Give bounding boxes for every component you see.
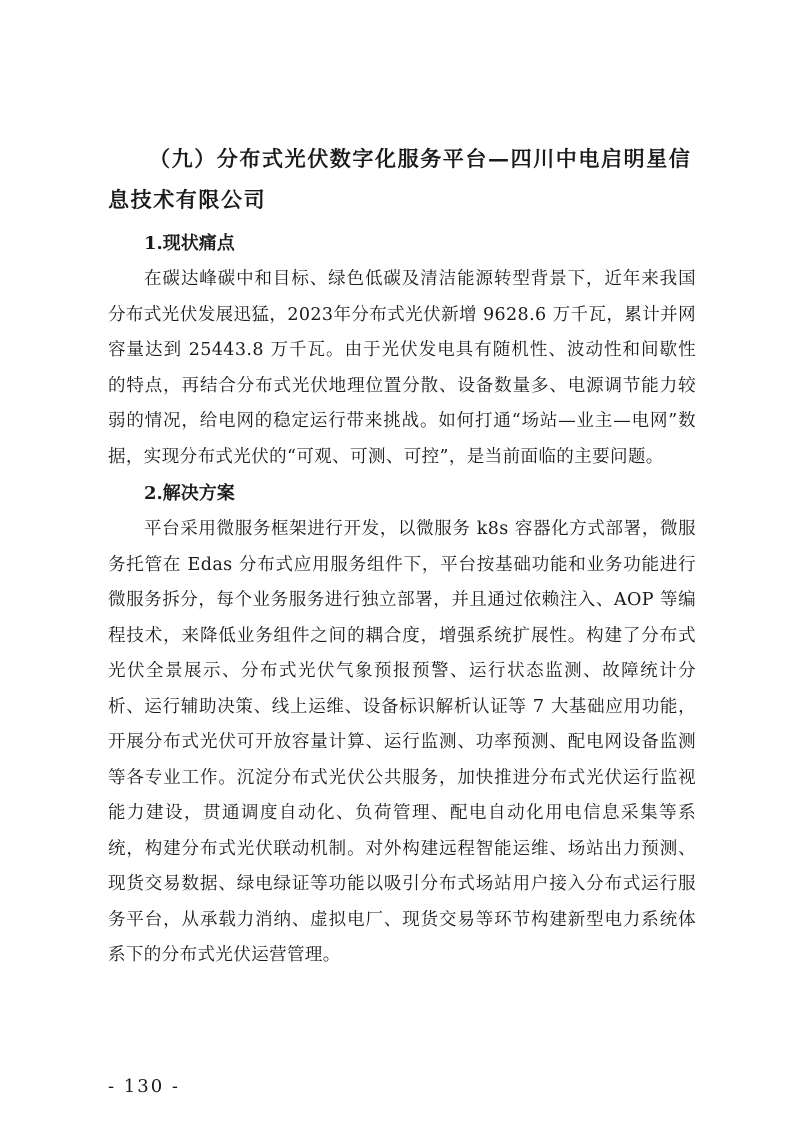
document-title: （九）分布式光伏数字化服务平台—四川中电启明星信息技术有限公司 (108, 146, 692, 212)
section-paragraph-pain-points: 在碳达峰碳中和目标、绿色低碳及清洁能源转型背景下，近年来我国分布式光伏发展迅猛，2023年分布式光伏新增 9628.6 万千瓦，累计并网容量达到 25443.8 万千瓦。由于光伏发电具有随机性、波动性和间歇性的特点，再结合分布式光伏地理位置分散、设备数量多、电源调节能力较弱的情况，给电网的稳定运行带来挑战。如何打通“场站—业主—电网”数据，实现分布式光伏的“可观、可测、可控”，是当前面临的主要问题。 (108, 269, 696, 467)
section-heading-solution: 2.解决方案 (144, 483, 235, 504)
section-paragraph-solution: 平台采用微服务框架进行开发，以微服务 k8s 容器化方式部署，微服务托管在 Edas 分布式应用服务组件下，平台按基础功能和业务功能进行微服务拆分，每个业务服务进行独立部署，并且通过依赖注入、AOP 等编程技术，来降低业务组件之间的耦合度，增强系统扩展性。构建了分布式光伏全景展示、分布式光伏气象预报预警、运行状态监测、故障统计分析、运行辅助决策、线上运维、设备标识解析认证等 7 大基础应用功能，开展分布式光伏可开放容量计算、运行监测、功率预测、配电网设备监测等各专业工作。沉淀分布式光伏公共服务，加快推进分布式光伏运行监视能力建设，贯通调度自动化、负荷管理、配电自动化用电信息采集等系统，构建分布式光伏联动机制。对外构建远程智能运维、场站出力预测、现货交易数据、绿电绿证等功能以吸引分布式场站用户接入分布式运行服务平台，从承载力消纳、虚拟电厂、现货交易等环节构建新型电力系统体系下的分布式光伏运营管理。 (108, 519, 696, 965)
section-solution (108, 476, 696, 974)
section-heading-pain-points: 1.现状痛点 (144, 233, 235, 254)
page-number: - 130 - (108, 1076, 180, 1097)
section-current-pain-points (108, 226, 696, 475)
